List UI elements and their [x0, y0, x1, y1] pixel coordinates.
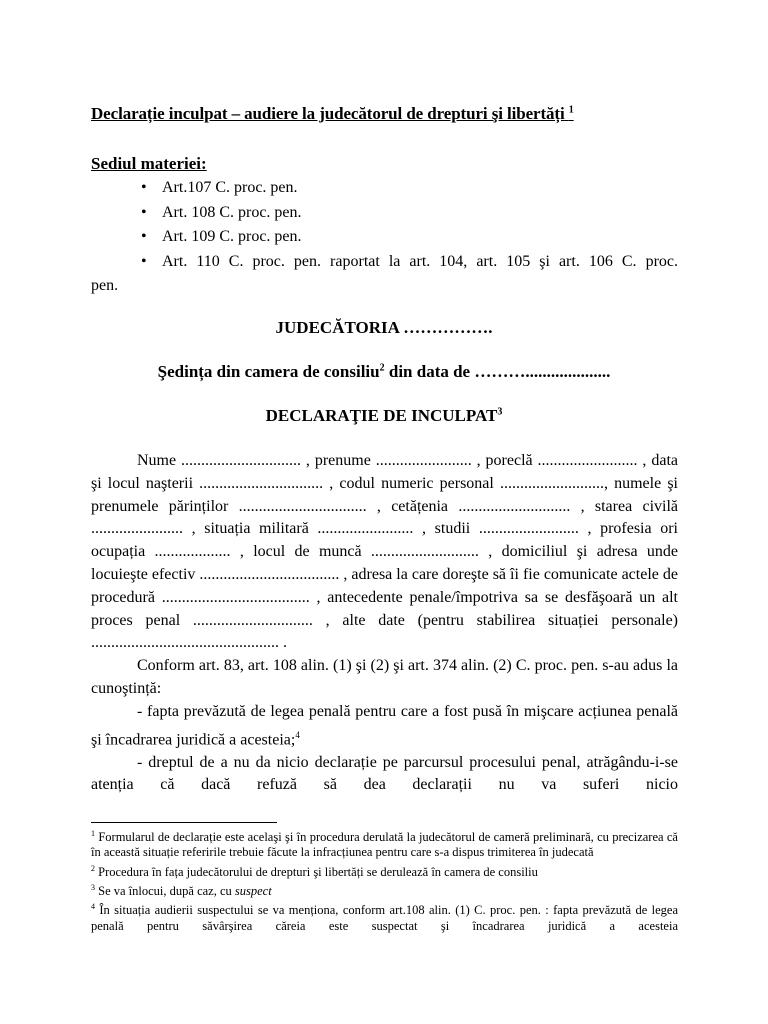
- footnote-ref-4: 4: [295, 729, 300, 740]
- list-item: [91, 176, 678, 201]
- rights-item-1-text: - fapta prevăzută de legea penală pentru care a fost pusă în mişcare acțiunea penală şi încadrarea juridică a acesteia;: [91, 702, 678, 748]
- footnote-text: Procedura în fața judecătorului de drepturi şi libertăți se derulează în camera de consiliu: [95, 864, 538, 879]
- list-item-text: Art.107 C. proc. pen.: [162, 179, 298, 196]
- declaration-title-text: DECLARAŢIE DE INCULPAT: [265, 406, 498, 425]
- list-item-text: Art. 109 C. proc. pen.: [162, 228, 302, 245]
- footnote-3: [91, 880, 678, 899]
- footnote-1: [91, 826, 678, 861]
- list-item: [91, 225, 678, 250]
- list-item-continuation: pen.: [91, 277, 119, 294]
- bullet-icon: •: [141, 179, 147, 196]
- declaration-body: [91, 450, 678, 797]
- footnote-ref-1: 1: [568, 104, 574, 116]
- list-item-text: Art. 108 C. proc. pen.: [162, 203, 302, 221]
- sediul-materiei-list: [91, 176, 678, 299]
- footnote-separator: [91, 822, 277, 823]
- document-title: [91, 104, 574, 124]
- rights-item-2: - dreptul de a nu da nicio declarație pe parcursul procesului penal, atrăgându-i-se atenția că dacă refuză să dea declarații nu va suferi nicio: [91, 753, 678, 794]
- sedinta-text: Şedința din camera de consiliu: [157, 362, 380, 381]
- footnote-ref-3: 3: [497, 406, 503, 418]
- list-item-text: Art. 110 C. proc. pen. raportat la art. 104, art. 105 şi art. 106 C. proc.: [162, 252, 678, 270]
- court-heading: JUDECĂTORIA …………….: [275, 318, 493, 337]
- bullet-icon: •: [141, 228, 147, 245]
- list-item: [91, 250, 678, 275]
- footnote-text: Se va înlocui, după caz, cu: [95, 884, 235, 899]
- bullet-icon: •: [141, 252, 147, 270]
- footnote-ref-2: 2: [379, 362, 385, 374]
- document-title-text: Declarație inculpat – audiere la judecătorul de drepturi şi libertăți: [91, 104, 565, 123]
- rights-item-1: [91, 701, 678, 752]
- declaration-title: [0, 406, 768, 426]
- sedinta-date-text: din data de ………....................: [384, 362, 611, 381]
- bullet-icon: •: [141, 203, 147, 221]
- footnote-number: 2: [91, 863, 95, 873]
- personal-data-paragraph: Nume .............................. , prenume ........................ , poreclă ......................... , data şi locul naşterii ............................... , codul numeric personal .........................., numele şi prenumele părinților ................................ , cetățenia ............................ , starea civilă ....................... , situația militară ........................ , studii ......................... , profesia ori ocupația ................... , locul de muncă ........................... , domiciliul şi adresa unde locuieşte efectiv ................................... , adresa la care doreşte să îi fie comunicate actele de procedură ..................................... , antecedente penale/împotriva sa se desfăşoară un alt proces penal .............................. , alte date (pentru stabilirea situației personale) ............................................... .: [91, 452, 678, 652]
- list-item: [91, 201, 678, 226]
- footnote-2: [91, 861, 678, 880]
- sedinta-heading: [0, 362, 768, 382]
- sediul-materiei-heading: Sediul materiei:: [91, 154, 207, 173]
- footnotes: [91, 826, 678, 934]
- footnote-4: [91, 899, 678, 934]
- footnote-text: Formularul de declarație este acelaşi şi în procedura derulată la judecătorul de cameră preliminară, cu precizarea că în această situație referirile trebuie făcute la infracțiunea pentru care s-a dispus trimiterea în judecată: [91, 830, 678, 860]
- footnote-number: 3: [91, 882, 95, 892]
- footnote-text: În situația audierii suspectului se va menționa, conform art.108 alin. (1) C. proc. pen. : fapta prevăzută de legea penală pentru săvârşirea căreia este suspectat şi încadrarea juridică a acesteia: [91, 903, 678, 933]
- legal-basis-paragraph: Conform art. 83, art. 108 alin. (1) şi (2) şi art. 374 alin. (2) C. proc. pen. s-au adus la cunoştință:: [91, 657, 678, 697]
- footnote-number: 4: [91, 902, 95, 912]
- footnote-number: 1: [91, 829, 95, 838]
- footnote-italic-text: suspect: [234, 884, 272, 899]
